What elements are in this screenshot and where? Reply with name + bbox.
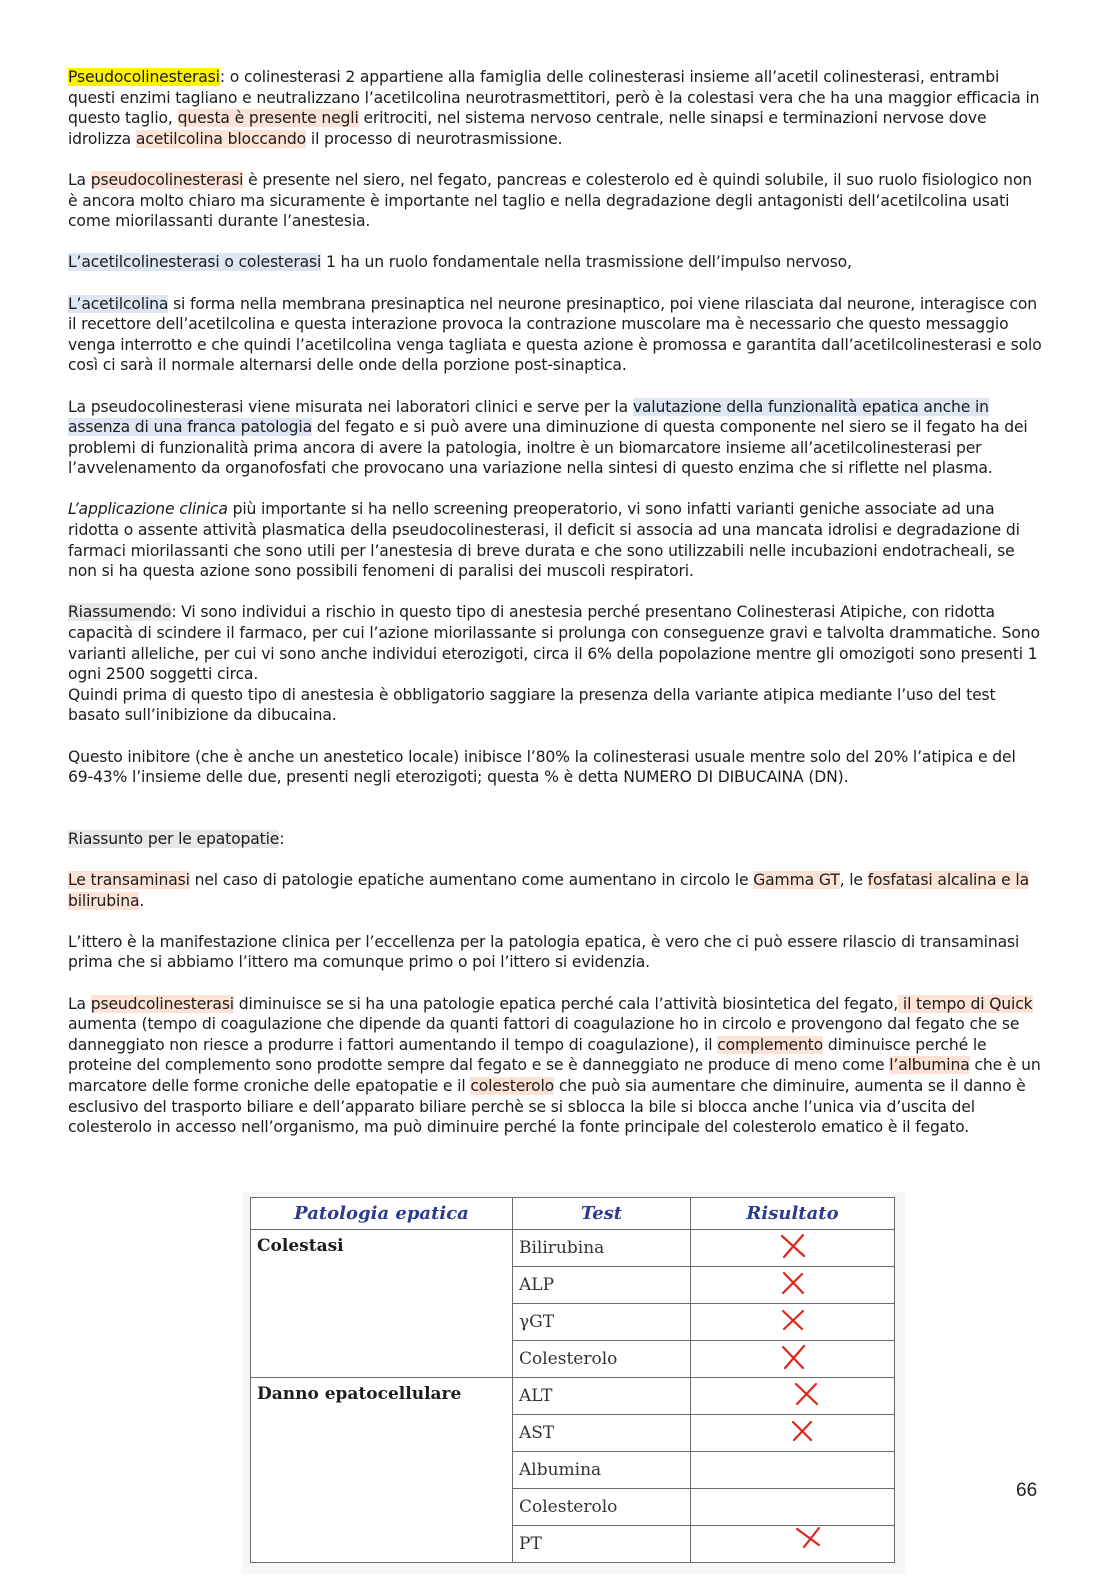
result-cell [691,1526,895,1563]
test-cell: γGT [513,1304,691,1341]
header-risultato: Risultato [691,1198,895,1230]
paragraph-dibucaina-test: Quindi prima di questo tipo di anestesia è obbligatorio saggiare la presenza della variante atipica mediante l’uso del test basato sull’inibizione da dibucaina. [68,685,996,725]
test-cell: ALP [513,1267,691,1304]
header-test: Test [513,1198,691,1230]
table-header-row [251,1198,895,1230]
term-pseudocolinesterasi: Pseudocolinesterasi [68,68,220,86]
paragraph-riassumendo: Riassumendo: Vi sono individui a rischio in questo tipo di anestesia perché presentano Colinesterasi Atipiche, con ridotta capacità di scindere il farmaco, per cui l’azione miorilassante si prolunga con conseguenze gravi e talvolta drammatiche. Sono varianti alleliche, per cui vi sono anche individui eterozigoti, circa il 6% della popolazione mentre gli omozigoti sono presenti 1 ogni 2500 soggetti circa. [68,603,1040,684]
paragraph-acetilcolina: L’acetilcolina si forma nella membrana presinaptica nel neurone presinaptico, poi viene rilasciata dal neurone, interagisce con il recettore dell’acetilcolina e questa interazione provoca la contrazione muscolare ma è necessario che questo messaggio venga interrotto e che quindi l’acetilcolina venga tagliata e questa azione è promossa e garantita dall’acetilcolinesterasi e solo così ci sarà il normale alternarsi delle onde della porzione post-sinaptica. [68,294,1042,375]
test-cell: Bilirubina [513,1230,691,1267]
table-row [251,1230,895,1267]
test-cell: Colesterolo [513,1341,691,1378]
test-cell: Albumina [513,1452,691,1489]
paragraph-pseudocolinesterasi: Pseudocolinesterasi: o colinesterasi 2 appartiene alla famiglia delle colinesterasi insieme all’acetil colinesterasi, entrambi questi enzimi tagliano e neutralizzano l’acetilcolina neurotrasmettitori, però è la colestasi vera che ha una maggior efficacia in questo taglio, questa è presente negli eritrociti, nel sistema nervoso centrale, nelle sinapsi e terminazioni nervose dove idrolizza acetilcolina bloccando il processo di neurotrasmissione. [68,68,1040,148]
table-image [242,1192,905,1574]
paragraph-numero-dibucaina: Questo inibitore (che è anche un anestetico locale) inibisce l’80% la colinesterasi usuale mentre solo del 20% l’atipica e del 69-43% l’insieme delle due, presenti negli eterozigoti; questa % è detta NUMERO DI DIBUCAINA (DN). [68,747,1016,787]
category-cell: Danno epatocellulare [251,1378,513,1563]
liver-pathology-table [250,1197,895,1563]
result-cell [691,1415,895,1452]
test-cell: ALT [513,1378,691,1415]
paragraph-ittero: L’ittero è la manifestazione clinica per l’eccellenza per la patologia epatica, è vero che ci può essere rilascio di transaminasi prima che si abbiamo l’ittero ma comunque primo o poi l’ittero si evidenzia. [68,932,1020,972]
x-mark-icon [794,1525,822,1551]
result-cell [691,1378,895,1415]
x-mark-icon [788,1418,816,1444]
result-cell [691,1230,895,1267]
paragraph-pseudcolinesterasi: La pseudcolinesterasi diminuisce se si ha una patologie epatica perché cala l’attività biosintetica del fegato, il tempo di Quick aumenta (tempo di coagulazione che dipende da quanti fattori di coagulazione ho in circolo e provengono dal fegato che se danneggiato non riesce a produrre i fattori aumentando il tempo di coagulazione), il complemento diminuisce perché le proteine del complemento sono prodotte sempre dal fegato e se è danneggiato ne produce di meno come l’albumina che è un marcatore delle forme croniche delle epatopatie e il colesterolo che può sia aumentare che diminuire, aumenta se il danno è esclusivo del trasporto biliare e dell’apparato biliare perchè se si sblocca la bile si blocca anche l’unica via d’uscita del colesterolo in accesso nell’organismo, ma può diminuire perché la fonte principale del colesterolo ematico è il fegato. [68,994,1041,1137]
result-cell [691,1267,895,1304]
result-cell [691,1452,895,1489]
x-mark-icon [792,1381,820,1407]
x-mark-icon [779,1270,807,1296]
page-number: 66 [1016,1480,1038,1501]
x-mark-icon [779,1233,807,1259]
category-cell: Colestasi [251,1230,513,1378]
test-cell: Colesterolo [513,1489,691,1526]
header-patologia: Patologia epatica [251,1198,513,1230]
x-mark-icon [779,1344,807,1370]
paragraph-transaminasi: Le transaminasi nel caso di patologie epatiche aumentano come aumentano in circolo le Gamma GT, le fosfatasi alcalina e la bilirubina. [68,870,1029,910]
test-cell: PT [513,1526,691,1563]
x-mark-icon [779,1307,807,1333]
paragraph-siero: La pseudocolinesterasi è presente nel siero, nel fegato, pancreas e colesterolo ed è quindi solubile, il suo ruolo fisiologico non è ancora molto chiaro ma sicuramente è importante nel taglio e nella degradazione degli antagonisti dell’acetilcolina usati come miorilassanti durante l’anestesia. [68,170,1033,231]
result-cell [691,1489,895,1526]
paragraph-misurazione: La pseudocolinesterasi viene misurata nei laboratori clinici e serve per la valutazione della funzionalità epatica anche in assenza di una franca patologia del fegato e si può avere una diminuzione di questa componente nel siero se il fegato ha dei problemi di funzionalità prima ancora di avere la patologia, inoltre è un biomarcatore insieme all’acetilcolinesterasi per l’avvelenamento da organofosfati che provocano una variazione nella sintesi di questo enzima che si riflette nel plasma. [68,397,1028,478]
table-row [251,1378,895,1415]
paragraph-applicazione-clinica: L’applicazione clinica più importante si ha nello screening preoperatorio, vi sono infatti varianti geniche associate ad una ridotta o assente attività plasmatica della pseudocolinesterasi, il deficit si associa ad una mancata idrolisi e degradazione di farmaci miorilassanti che sono utili per l’anestesia di breve durata e che sono utilizzabili nelle incubazioni endotracheali, se non si ha questa azione sono possibili fenomeni di paralisi dei muscoli respiratori. [68,500,1020,581]
result-cell [691,1304,895,1341]
document-body [68,67,1043,1158]
paragraph-acetilcolinesterasi: L’acetilcolinesterasi o colesterasi 1 ha un ruolo fondamentale nella trasmissione dell’impulso nervoso, [68,253,852,272]
result-cell [691,1341,895,1378]
heading-riassunto-epatopatie: Riassunto per le epatopatie: [68,829,285,848]
test-cell: AST [513,1415,691,1452]
